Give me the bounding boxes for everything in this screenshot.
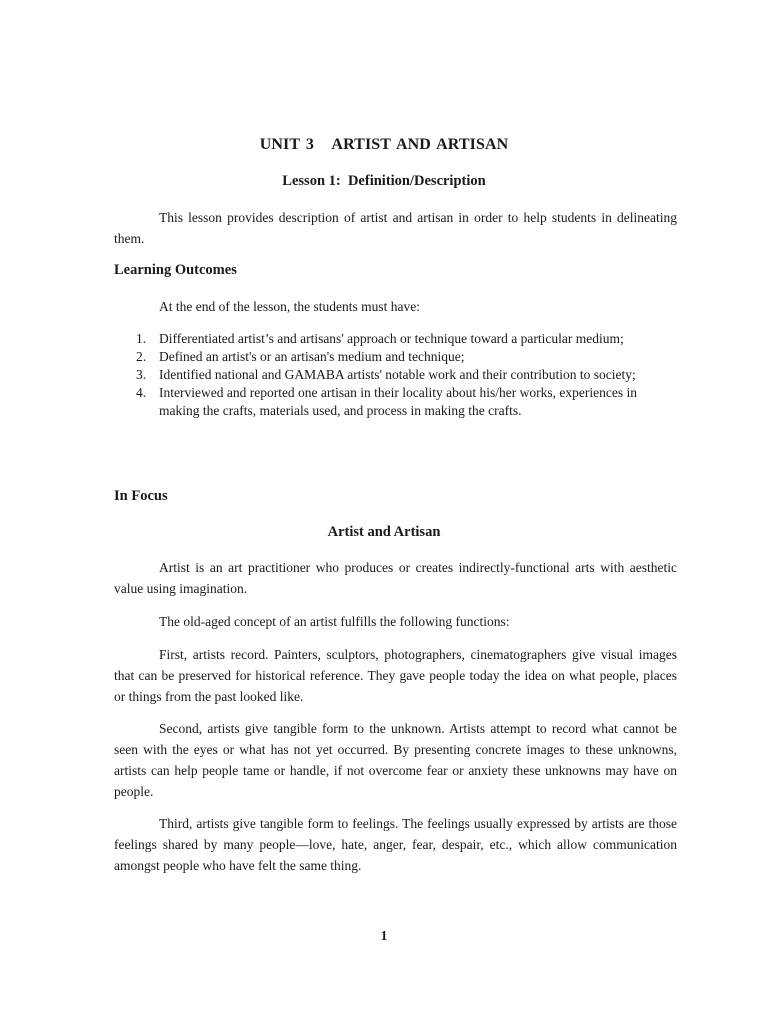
list-item-text: Interviewed and reported one artisan in their locality about his/her works, experiences in making the crafts, materials used, and process in making the crafts.	[159, 385, 637, 418]
learning-outcomes-list	[114, 330, 679, 420]
list-item-number: 2.	[136, 349, 147, 364]
list-item-text: Identified national and GAMABA artists' notable work and their contribution to society;	[159, 367, 636, 382]
learning-outcomes-lead: At the end of the lesson, the students must have:	[159, 299, 420, 314]
body-paragraph: The old-aged concept of an artist fulfills the following functions:	[159, 614, 510, 629]
intro-paragraph: This lesson provides description of artist and artisan in order to help students in delineating them.	[114, 210, 677, 246]
list-item	[114, 348, 679, 366]
body-paragraph: Third, artists give tangible form to feelings. The feelings usually expressed by artists are those feelings shared by many people—love, hate, anger, fear, despair, etc., which allow communication amongst people who have felt the same thing.	[114, 816, 677, 873]
lesson-title: Lesson 1: Definition/Description	[282, 173, 486, 189]
page-number: 1	[380, 928, 388, 943]
list-item-number: 3.	[136, 367, 147, 382]
list-item-number: 1.	[136, 331, 147, 346]
learning-outcomes-heading: Learning Outcomes	[114, 262, 237, 278]
list-item-text: Defined an artist's or an artisan's medium and technique;	[159, 349, 465, 364]
body-paragraph: Artist is an art practitioner who produces or creates indirectly-functional arts with aesthetic value using imagination.	[114, 560, 677, 596]
unit-title: UNIT 3 ARTIST AND ARTISAN	[259, 136, 509, 153]
section-subheading: Artist and Artisan	[327, 524, 441, 540]
list-item-number: 4.	[136, 385, 147, 400]
list-item-text: Differentiated artist’s and artisans' approach or technique toward a particular medium;	[159, 331, 624, 346]
in-focus-heading: In Focus	[114, 488, 168, 504]
body-paragraph: Second, artists give tangible form to the unknown. Artists attempt to record what cannot be seen with the eyes or what has not yet occurred. By presenting concrete images to these unknowns, artists can help people tame or handle, if not overcome fear or anxiety these unknowns may have on people.	[114, 721, 677, 799]
list-item	[114, 384, 679, 420]
list-item	[114, 330, 679, 348]
list-item	[114, 366, 679, 384]
body-paragraph: First, artists record. Painters, sculptors, photographers, cinematographers give visual images that can be preserved for historical reference. They gave people today the idea on what people, places or things from the past looked like.	[114, 647, 677, 704]
